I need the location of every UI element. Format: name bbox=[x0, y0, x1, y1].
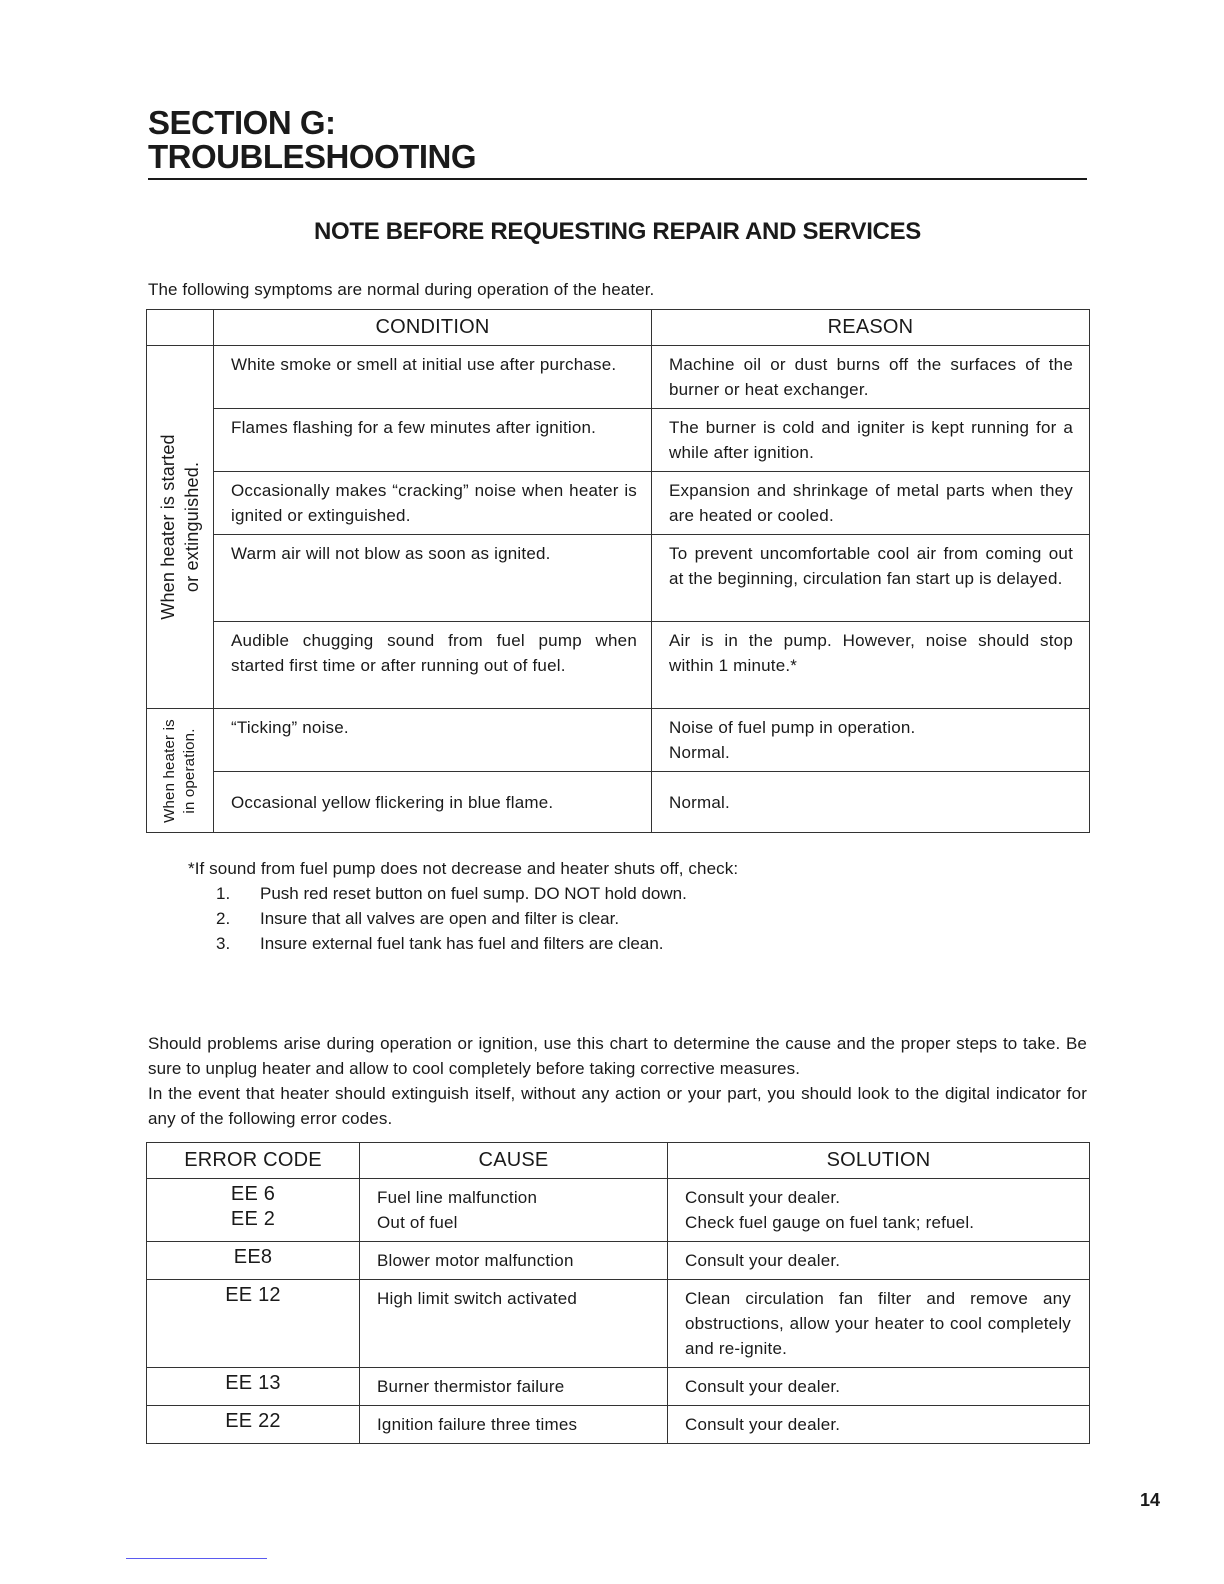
page-number: 14 bbox=[1140, 1490, 1161, 1510]
solution-cell: Consult your dealer. bbox=[668, 1406, 1090, 1444]
solution-cell: Consult your dealer. bbox=[668, 1368, 1090, 1406]
reason-cell: Normal. bbox=[652, 772, 1090, 833]
list-item-number: 2. bbox=[216, 909, 231, 928]
table-row bbox=[147, 1242, 1090, 1280]
group-label-line1: When heater is bbox=[161, 718, 178, 823]
list-item-text: Insure external fuel tank has fuel and filters are clean. bbox=[260, 934, 664, 953]
footnote-intro: *If sound from fuel pump does not decrease and heater shuts off, check: bbox=[188, 859, 739, 878]
bottom-divider bbox=[126, 1558, 267, 1559]
table-row bbox=[147, 1280, 1090, 1368]
title-rule bbox=[148, 178, 1087, 180]
cause-header: CAUSE bbox=[360, 1143, 668, 1179]
intro-text: The following symptoms are normal during operation of the heater. bbox=[148, 280, 655, 299]
solution-line: Check fuel gauge on fuel tank; refuel. bbox=[685, 1213, 975, 1232]
reason-cell: Expansion and shrinkage of metal parts when they are heated or cooled. bbox=[652, 472, 1090, 535]
table-row bbox=[147, 1368, 1090, 1406]
cause-cell bbox=[360, 1179, 668, 1242]
list-item-text: Push red reset button on fuel sump. DO NOT hold down. bbox=[260, 884, 687, 903]
cause-cell: Ignition failure three times bbox=[360, 1406, 668, 1444]
reason-header: REASON bbox=[652, 310, 1090, 346]
group-label-operation bbox=[147, 709, 214, 833]
group-label-line2: in operation. bbox=[181, 727, 198, 814]
list-item-number: 3. bbox=[216, 934, 231, 953]
group-label-line2: or extinguished. bbox=[182, 461, 202, 593]
table-row bbox=[147, 1179, 1090, 1242]
error-code-cell: EE 22 bbox=[147, 1406, 360, 1444]
reason-cell: To prevent uncomfortable cool air from coming out at the beginning, circulation fan start up is delayed. bbox=[652, 535, 1090, 622]
solution-cell bbox=[668, 1179, 1090, 1242]
condition-cell: Occasional yellow flickering in blue flame. bbox=[214, 772, 652, 833]
reason-line: Normal. bbox=[669, 743, 730, 762]
cause-line: Out of fuel bbox=[377, 1213, 458, 1232]
section-title bbox=[148, 106, 476, 174]
table-row bbox=[147, 346, 1090, 409]
error-code: EE 2 bbox=[230, 1208, 276, 1230]
section-title-line1: SECTION G: bbox=[148, 104, 336, 141]
symptoms-table bbox=[146, 309, 1090, 833]
solution-line: Consult your dealer. bbox=[685, 1188, 841, 1207]
cause-cell: High limit switch activated bbox=[360, 1280, 668, 1368]
group-label-line1: When heater is started bbox=[158, 434, 178, 620]
error-code: EE 6 bbox=[230, 1183, 276, 1205]
condition-cell: Flames flashing for a few minutes after ignition. bbox=[214, 409, 652, 472]
list-item-text: Insure that all valves are open and filter is clear. bbox=[260, 909, 620, 928]
note-heading: NOTE BEFORE REQUESTING REPAIR AND SERVICES bbox=[313, 218, 922, 245]
reason-line: Noise of fuel pump in operation. bbox=[669, 718, 916, 737]
table-row bbox=[147, 409, 1090, 472]
condition-cell: White smoke or smell at initial use after purchase. bbox=[214, 346, 652, 409]
error-code-cell bbox=[147, 1179, 360, 1242]
condition-cell: Audible chugging sound from fuel pump when started first time or after running out of fuel. bbox=[214, 622, 652, 709]
error-code-table bbox=[146, 1142, 1090, 1444]
cause-cell: Burner thermistor failure bbox=[360, 1368, 668, 1406]
reason-cell: The burner is cold and igniter is kept running for a while after ignition. bbox=[652, 409, 1090, 472]
solution-cell: Consult your dealer. bbox=[668, 1242, 1090, 1280]
cause-line: Fuel line malfunction bbox=[377, 1188, 538, 1207]
section-title-line2: TROUBLESHOOTING bbox=[148, 138, 476, 175]
empty-header-cell bbox=[147, 310, 214, 346]
error-code-cell: EE 12 bbox=[147, 1280, 360, 1368]
list-item-number: 1. bbox=[216, 884, 231, 903]
table-row bbox=[147, 472, 1090, 535]
instructions-line1: Should problems arise during operation or ignition, use this chart to determine the cause and the proper steps to take. Be sure to unplug heater and allow to cool completely before taking corrective measures. bbox=[148, 1034, 1087, 1078]
cause-cell: Blower motor malfunction bbox=[360, 1242, 668, 1280]
condition-cell: Warm air will not blow as soon as ignited. bbox=[214, 535, 652, 622]
solution-cell: Clean circulation fan filter and remove any obstructions, allow your heater to cool completely and re-ignite. bbox=[668, 1280, 1090, 1368]
table-row bbox=[147, 709, 1090, 772]
error-header-row bbox=[147, 1143, 1090, 1179]
reason-cell: Machine oil or dust burns off the surfaces of the burner or heat exchanger. bbox=[652, 346, 1090, 409]
condition-cell: Occasionally makes “cracking” noise when heater is ignited or extinguished. bbox=[214, 472, 652, 535]
reason-cell: Air is in the pump. However, noise should stop within 1 minute.* bbox=[652, 622, 1090, 709]
error-code-cell: EE 13 bbox=[147, 1368, 360, 1406]
table-row bbox=[147, 535, 1090, 622]
table-row bbox=[147, 1406, 1090, 1444]
symptoms-header-row bbox=[147, 310, 1090, 346]
instructions-line2: In the event that heater should extinguish itself, without any action or your part, you should look to the digital indicator for any of the following error codes. bbox=[148, 1084, 1087, 1128]
reason-cell bbox=[652, 709, 1090, 772]
instructions-paragraph bbox=[148, 1031, 1087, 1131]
table-row bbox=[147, 622, 1090, 709]
solution-header: SOLUTION bbox=[668, 1143, 1090, 1179]
group-label-started bbox=[147, 346, 214, 709]
error-code-cell: EE8 bbox=[147, 1242, 360, 1280]
condition-cell: “Ticking” noise. bbox=[214, 709, 652, 772]
table-row bbox=[147, 772, 1090, 833]
condition-header: CONDITION bbox=[214, 310, 652, 346]
footnote bbox=[188, 856, 888, 956]
error-code-header: ERROR CODE bbox=[147, 1143, 360, 1179]
